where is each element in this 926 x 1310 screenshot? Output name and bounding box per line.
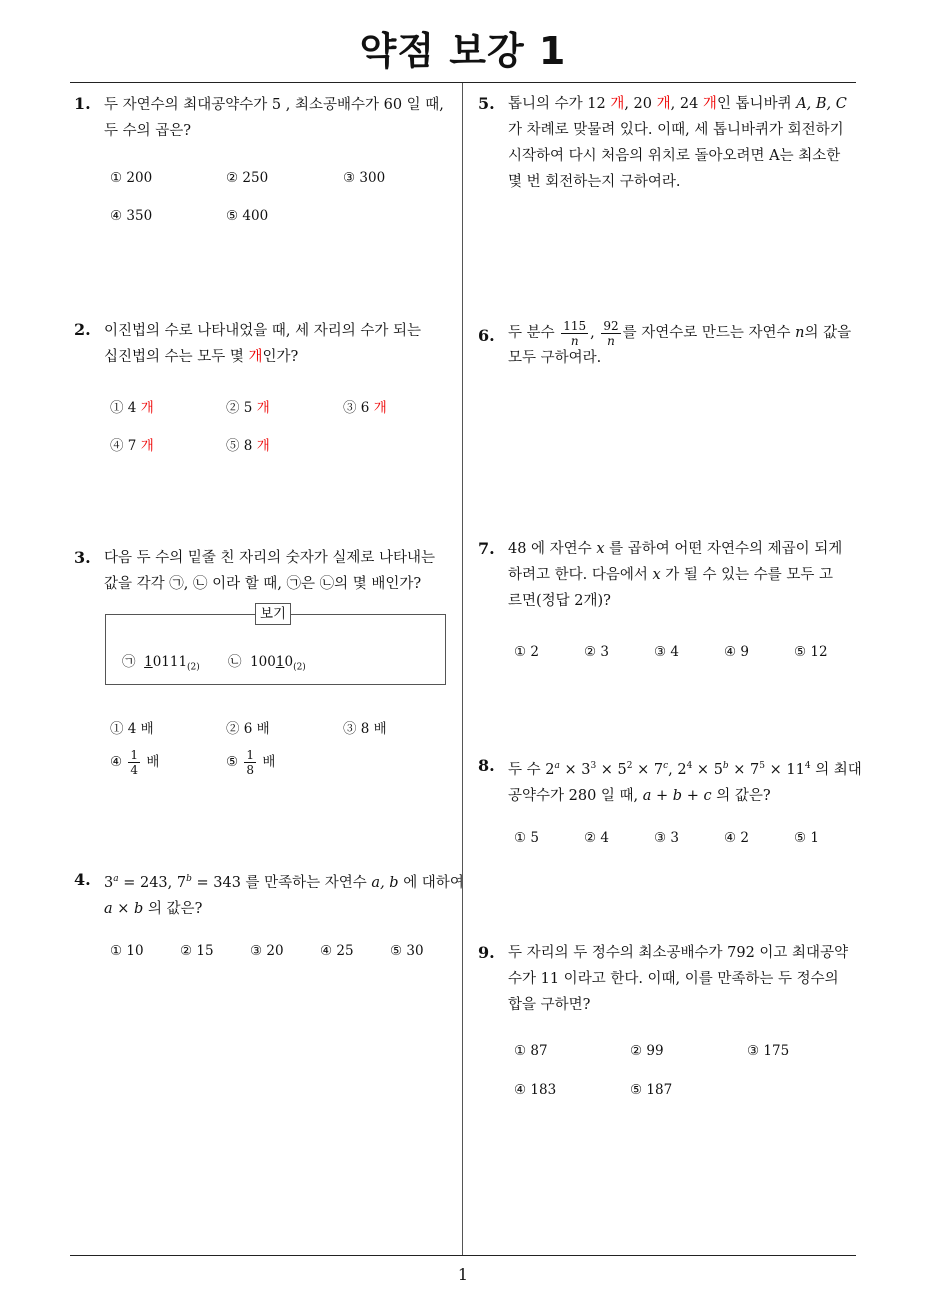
column-divider [462,83,463,1255]
q5-number: 5. [478,94,495,113]
q2-text [104,318,421,370]
q2-line2: 십진법의 수는 모두 몇 개인가? [104,349,299,365]
q4-choice-4[interactable]: ④ 25 [320,943,354,959]
q9-choice-3[interactable]: ③ 175 [747,1043,790,1059]
q4-choice-5[interactable]: ⑤ 30 [390,943,424,959]
q4-line2: a × b 의 값은? [104,900,203,917]
q4-choice-1[interactable]: ① 10 [110,943,144,959]
q3-choice-5[interactable]: ⑤ $\frac{1}{8}$ 배 [226,748,276,777]
q9-line1: 두 자리의 두 정수의 최소공배수가 792 이고 최대공약 [508,945,849,961]
q6-text [508,318,851,368]
q2-choice-3[interactable]: ③ 6 개 [343,400,387,416]
q1-line2: 두 수의 곱은? [104,123,192,139]
q3-line2: 값을 각각 ㉠, ㉡ 이라 할 때, ㉠은 ㉡의 몇 배인가? [104,576,422,592]
q7-line2: 하려고 한다. 다음에서 x 가 될 수 있는 수를 모두 고 [508,567,834,583]
q7-choice-2[interactable]: ② 3 [584,644,609,660]
q4-line1: $3^a = 243$, $7^b = 343$ 를 만족하는 자연수 a, b 에 대하여 [104,874,464,891]
bogi-label: 보기 [255,603,291,625]
footer-rule [70,1255,856,1256]
q3-text [104,545,435,597]
q5-text [508,91,847,195]
q3-line1: 다음 두 수의 밑줄 친 자리의 숫자가 실제로 나타내는 [104,550,436,566]
q8-choice-2[interactable]: ② 4 [584,830,609,846]
q2-choice-1[interactable]: ① 4 개 [110,400,154,416]
q7-line1: 48 에 자연수 x 를 곱하여 어떤 자연수의 제곱이 되게 [508,541,843,557]
q8-choice-4[interactable]: ④ 2 [724,830,749,846]
q4-text [104,866,464,922]
q3-number: 3. [74,548,91,567]
q2-line1: 이진법의 수로 나타내었을 때, 세 자리의 수가 되는 [104,323,422,339]
q9-choice-5[interactable]: ⑤ 187 [630,1082,673,1098]
q8-line1: 두 수 $2^a \times 3^3 \times 5^2 \times 7^c$, $2^4 \times 5^b \times 7^5 \times 11^4$ 의 최대 [508,761,862,778]
q3-choice-2[interactable]: ② 6 배 [226,721,270,737]
q1-choice-4[interactable]: ④ 350 [110,208,153,224]
q9-choice-4[interactable]: ④ 183 [514,1082,557,1098]
q7-choice-4[interactable]: ④ 9 [724,644,749,660]
q8-number: 8. [478,756,495,775]
q5-line1: 톱니의 수가 12 개, 20 개, 24 개인 톱니바퀴 A, B, C [508,96,847,112]
q5-line4: 몇 번 회전하는지 구하여라. [508,174,681,190]
q7-number: 7. [478,539,495,558]
q6-line2: 모두 구하여라. [508,350,602,366]
q8-line2: 공약수가 280 일 때, a + b + c 의 값은? [508,787,771,804]
q2-choice-2[interactable]: ② 5 개 [226,400,270,416]
q2-number: 2. [74,320,91,339]
q8-choice-3[interactable]: ③ 3 [654,830,679,846]
q3-choice-1[interactable]: ① 4 배 [110,721,154,737]
q7-choice-1[interactable]: ① 2 [514,644,539,660]
q8-text [508,753,862,809]
q9-line3: 합을 구하면? [508,997,591,1013]
q1-choice-5[interactable]: ⑤ 400 [226,208,269,224]
q3-choice-4[interactable]: ④ $\frac{1}{4}$ 배 [110,748,160,777]
q1-choice-2[interactable]: ② 250 [226,170,269,186]
q1-text [104,92,444,144]
q9-choice-1[interactable]: ① 87 [514,1043,548,1059]
q3-choice-3[interactable]: ③ 8 배 [343,721,387,737]
q1-choice-1[interactable]: ① 200 [110,170,153,186]
q7-choice-3[interactable]: ③ 4 [654,644,679,660]
q6-line1: 두 분수 $\frac{115}{n}$ , $\frac{92}{n}$ 를 자연수로 만드는 자연수 n의 값을 [508,318,852,348]
q1-number: 1. [74,94,91,113]
q5-line2: 가 차례로 맞물려 있다. 이때, 세 톱니바퀴가 회전하기 [508,122,844,138]
q1-choice-3[interactable]: ③ 300 [343,170,386,186]
q6-number: 6. [478,326,495,345]
q7-choice-5[interactable]: ⑤ 12 [794,644,828,660]
q8-choice-1[interactable]: ① 5 [514,830,539,846]
q3-bogi-item-1: ㉠ $10111_{(2)}$ [122,654,200,673]
q9-choice-2[interactable]: ② 99 [630,1043,664,1059]
page-title: 약점 보강 1 [359,29,567,73]
q5-line3: 시작하여 다시 처음의 위치로 돌아오려면 A는 최소한 [508,148,841,164]
q9-text [508,940,848,1018]
q7-text [508,536,842,614]
q7-line3: 르면(정답 2개)? [508,593,611,609]
header-rule [70,82,856,83]
q2-choice-5[interactable]: ⑤ 8 개 [226,438,270,454]
q4-choice-2[interactable]: ② 15 [180,943,214,959]
q8-choice-5[interactable]: ⑤ 1 [794,830,819,846]
page-number: 1 [457,1265,469,1284]
q3-bogi-item-2: ㉡ $10010_{(2)}$ [228,654,306,673]
q9-line2: 수가 11 이라고 한다. 이때, 이를 만족하는 두 정수의 [508,971,839,987]
q2-choice-4[interactable]: ④ 7 개 [110,438,154,454]
q4-choice-3[interactable]: ③ 20 [250,943,284,959]
q1-line1: 두 자연수의 최대공약수가 5 , 최소공배수가 60 일 때, [104,97,444,113]
q9-number: 9. [478,943,495,962]
q4-number: 4. [74,870,91,889]
